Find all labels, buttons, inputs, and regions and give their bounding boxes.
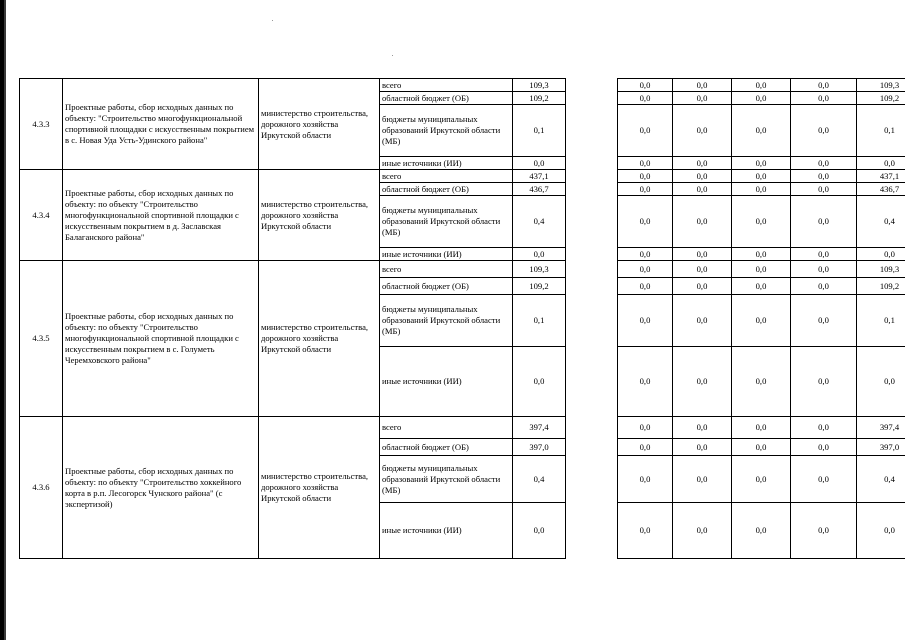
value-cell: 0,0 [673,278,732,295]
value-cell: 109,3 [513,261,566,278]
value-cell: 0,0 [618,105,673,157]
value-cell: 437,1 [513,170,566,183]
value-cell: 0,0 [791,248,857,261]
value-cell: 0,0 [618,439,673,456]
column-gap [566,456,618,503]
value-cell: 0,0 [732,248,791,261]
funding-source-label: областной бюджет (ОБ) [380,278,513,295]
value-cell: 0,0 [673,79,732,92]
value-cell: 0,0 [618,248,673,261]
value-cell: 0,0 [791,456,857,503]
value-cell: 0,0 [732,196,791,248]
column-gap [566,503,618,559]
value-cell: 0,0 [673,295,732,347]
column-gap [566,157,618,170]
value-cell: 0,0 [732,183,791,196]
table-row [20,261,905,278]
value-cell: 0,0 [732,278,791,295]
funding-source-label: областной бюджет (ОБ) [380,183,513,196]
column-gap [566,248,618,261]
table-row [20,417,905,439]
budget-table [19,78,905,559]
funding-source-label: иные источники (ИИ) [380,503,513,559]
value-cell: 0,0 [791,196,857,248]
item-name: Проектные работы, сбор исходных данных по объекту: по объекту "Строительство хоккейного корта в р.п. Лесогорск Чунского района" (с экспертизой) [63,417,259,559]
value-cell: 0,0 [513,503,566,559]
value-cell: 397,0 [513,439,566,456]
funding-source-label: всего [380,261,513,278]
funding-source-label: иные источники (ИИ) [380,347,513,417]
value-cell: 0,0 [791,503,857,559]
item-responsible-org: министерство строительства, дорожного хозяйства Иркутской области [259,417,380,559]
column-gap [566,170,618,183]
value-cell: 0,0 [857,157,905,170]
value-cell: 0,0 [791,347,857,417]
value-cell: 0,0 [513,347,566,417]
value-cell: 0,0 [732,439,791,456]
value-cell: 0,0 [673,170,732,183]
value-cell: 0,0 [791,157,857,170]
column-gap [566,278,618,295]
value-cell: 436,7 [513,183,566,196]
column-gap [566,261,618,278]
value-cell: 0,0 [513,157,566,170]
value-cell: 0,0 [732,92,791,105]
item-responsible-org: министерство строительства, дорожного хозяйства Иркутской области [259,170,380,261]
value-cell: 0,0 [732,417,791,439]
funding-source-label: бюджеты муниципальных образований Иркутской области (МБ) [380,456,513,503]
column-gap [566,347,618,417]
value-cell: 437,1 [857,170,905,183]
value-cell: 0,0 [732,503,791,559]
value-cell: 0,0 [618,417,673,439]
funding-source-label: областной бюджет (ОБ) [380,92,513,105]
value-cell: 0,0 [673,196,732,248]
value-cell: 109,3 [857,79,905,92]
value-cell: 0,0 [857,347,905,417]
value-cell: 0,0 [618,92,673,105]
value-cell: 0,0 [673,105,732,157]
value-cell: 0,0 [732,170,791,183]
value-cell: 109,2 [513,92,566,105]
value-cell: 0,0 [673,157,732,170]
value-cell: 0,0 [791,417,857,439]
column-gap [566,183,618,196]
value-cell: 0,0 [673,261,732,278]
column-gap [566,92,618,105]
column-gap [566,295,618,347]
value-cell: 0,0 [618,278,673,295]
value-cell: 109,2 [857,278,905,295]
value-cell: 0,0 [673,456,732,503]
value-cell: 0,0 [732,105,791,157]
value-cell: 0,0 [673,347,732,417]
value-cell: 0,1 [513,105,566,157]
value-cell: 109,2 [513,278,566,295]
value-cell: 0,0 [791,278,857,295]
column-gap [566,105,618,157]
funding-source-label: областной бюджет (ОБ) [380,439,513,456]
value-cell: 0,0 [732,157,791,170]
value-cell: 0,4 [857,196,905,248]
item-name: Проектные работы, сбор исходных данных по объекту: по объекту "Строительство многофункциональной спортивной площадки с искусственным покрытием в с. Голуметь Черемховского района" [63,261,259,417]
value-cell: 0,0 [732,456,791,503]
value-cell: 0,0 [791,295,857,347]
value-cell: 0,0 [791,170,857,183]
funding-source-label: бюджеты муниципальных образований Иркутской области (МБ) [380,105,513,157]
item-name: Проектные работы, сбор исходных данных по объекту: по объекту "Строительство многофункциональной спортивной площадки с искусственным покрытием в д. Заславская Балаганского района" [63,170,259,261]
value-cell: 0,0 [513,248,566,261]
value-cell: 0,0 [618,456,673,503]
value-cell: 397,4 [513,417,566,439]
value-cell: 0,0 [732,295,791,347]
funding-source-label: всего [380,170,513,183]
column-gap [566,196,618,248]
value-cell: 0,0 [618,503,673,559]
value-cell: 0,4 [857,456,905,503]
value-cell: 0,0 [673,92,732,105]
item-number: 4.3.4 [20,170,63,261]
value-cell: 109,2 [857,92,905,105]
value-cell: 109,3 [857,261,905,278]
value-cell: 0,0 [673,503,732,559]
value-cell: 0,0 [791,105,857,157]
value-cell: 0,0 [618,347,673,417]
value-cell: 0,0 [673,439,732,456]
value-cell: 0,1 [513,295,566,347]
item-number: 4.3.3 [20,79,63,170]
value-cell: 0,4 [513,456,566,503]
table-row [20,79,905,92]
item-number: 4.3.6 [20,417,63,559]
value-cell: 436,7 [857,183,905,196]
value-cell: 0,0 [857,248,905,261]
column-gap [566,417,618,439]
value-cell: 0,0 [673,248,732,261]
column-gap [566,439,618,456]
scan-speck [272,20,273,21]
value-cell: 0,1 [857,295,905,347]
funding-source-label: бюджеты муниципальных образований Иркутской области (МБ) [380,196,513,248]
value-cell: 0,0 [732,261,791,278]
funding-source-label: всего [380,417,513,439]
value-cell: 0,0 [618,157,673,170]
funding-source-label: бюджеты муниципальных образований Иркутской области (МБ) [380,295,513,347]
item-number: 4.3.5 [20,261,63,417]
value-cell: 0,0 [618,261,673,278]
budget-table-body [20,79,905,559]
value-cell: 0,0 [791,183,857,196]
column-gap [566,79,618,92]
scan-edge-shadow [4,0,6,640]
value-cell: 397,0 [857,439,905,456]
value-cell: 0,0 [732,79,791,92]
value-cell: 0,0 [618,183,673,196]
value-cell: 0,0 [673,417,732,439]
item-responsible-org: министерство строительства, дорожного хозяйства Иркутской области [259,79,380,170]
item-name: Проектные работы, сбор исходных данных по объекту: "Строительство многофункциональной спортивной площадки с искусственным покрытием в с. Новая Уда Усть-Удинского района" [63,79,259,170]
value-cell: 0,0 [618,295,673,347]
value-cell: 0,0 [732,347,791,417]
funding-source-label: иные источники (ИИ) [380,248,513,261]
value-cell: 0,0 [791,439,857,456]
value-cell: 0,0 [791,79,857,92]
value-cell: 0,0 [791,261,857,278]
value-cell: 397,4 [857,417,905,439]
value-cell: 109,3 [513,79,566,92]
value-cell: 0,0 [618,79,673,92]
funding-source-label: всего [380,79,513,92]
value-cell: 0,0 [618,170,673,183]
value-cell: 0,0 [857,503,905,559]
value-cell: 0,0 [791,92,857,105]
item-responsible-org: министерство строительства, дорожного хозяйства Иркутской области [259,261,380,417]
funding-source-label: иные источники (ИИ) [380,157,513,170]
value-cell: 0,0 [673,183,732,196]
value-cell: 0,0 [618,196,673,248]
table-row [20,170,905,183]
value-cell: 0,4 [513,196,566,248]
scan-speck [392,55,393,56]
value-cell: 0,1 [857,105,905,157]
